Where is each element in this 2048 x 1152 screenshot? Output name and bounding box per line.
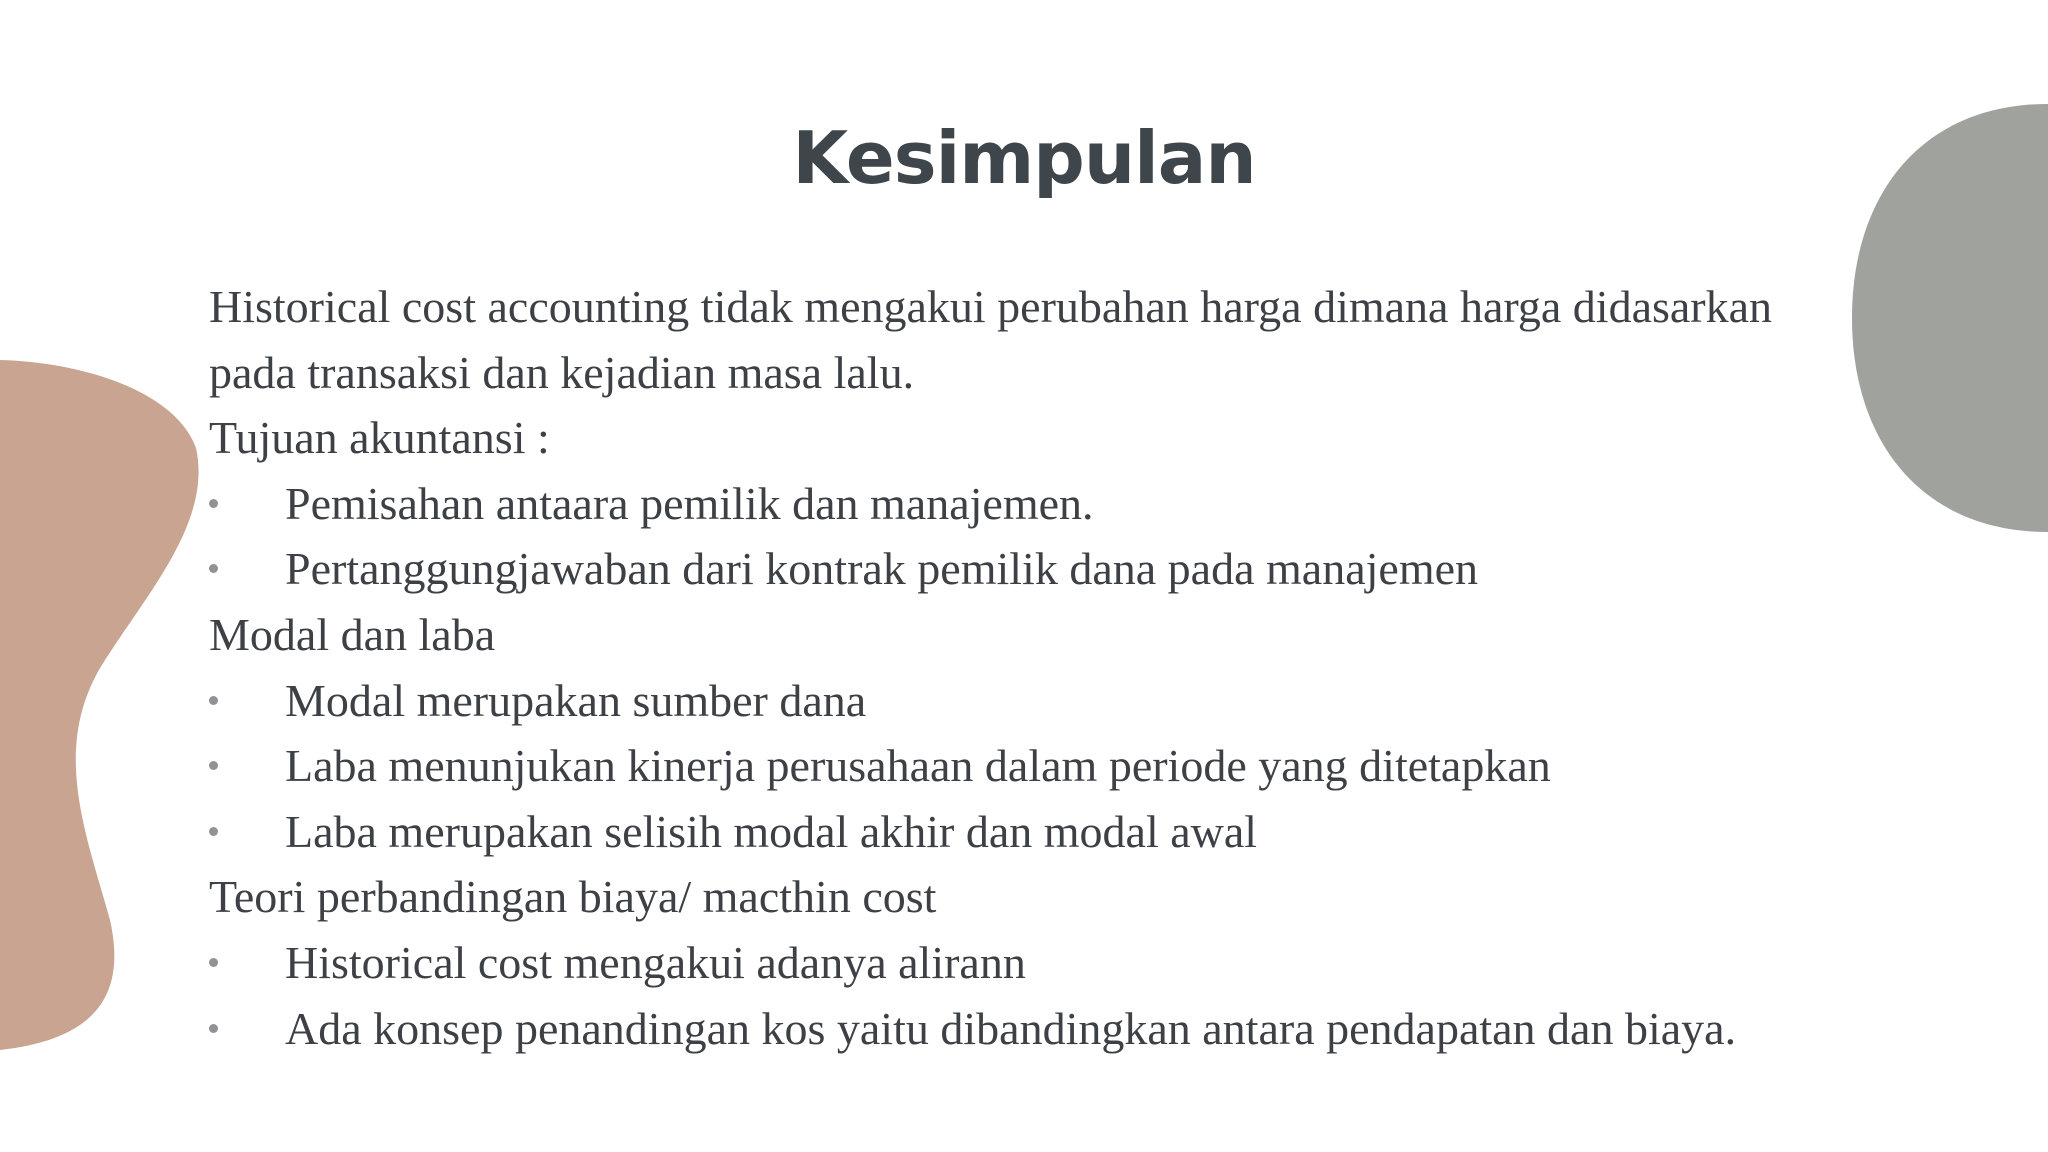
- bullet-list-teori-perbandingan-biaya: [209, 930, 1809, 1061]
- bullet-dot-icon: [209, 499, 218, 508]
- bullet-dot-icon: [209, 1024, 218, 1033]
- section-heading-teori-perbandingan-biaya: Teori perbandingan biaya/ macthin cost: [209, 871, 937, 923]
- list-item: [209, 668, 1809, 734]
- list-item-text: Pemisahan antaara pemilik dan manajemen.: [285, 477, 1094, 529]
- list-item: [209, 536, 1809, 602]
- bullet-dot-icon: [209, 564, 218, 573]
- list-item: [209, 471, 1809, 537]
- bullet-dot-icon: [209, 958, 218, 967]
- list-item: [209, 799, 1809, 865]
- list-item-text: Pertanggungjawaban dari kontrak pemilik dana pada manajemen: [285, 543, 1479, 595]
- bullet-list-modal-dan-laba: [209, 668, 1809, 865]
- decorative-blob-left-shape: [0, 360, 199, 1050]
- decorative-blob-left: [0, 360, 200, 1050]
- bullet-dot-icon: [209, 696, 218, 705]
- slide-body: [209, 274, 1809, 1061]
- list-item-text: Ada konsep penandingan kos yaitu dibandingkan antara pendapatan dan biaya.: [285, 1002, 1737, 1054]
- list-item-text: Historical cost mengakui adanya alirann: [285, 936, 1026, 988]
- list-item-text: Laba menunjukan kinerja perusahaan dalam periode yang ditetapkan: [285, 740, 1551, 792]
- bullet-dot-icon: [209, 827, 218, 836]
- list-item-text: Modal merupakan sumber dana: [285, 674, 867, 726]
- bullet-list-tujuan-akuntansi: [209, 471, 1809, 602]
- bullet-dot-icon: [209, 761, 218, 770]
- section-heading-tujuan-akuntansi: Tujuan akuntansi :: [209, 412, 550, 464]
- section-heading-modal-dan-laba: Modal dan laba: [209, 608, 496, 660]
- list-item-text: Laba merupakan selisih modal akhir dan modal awal: [285, 805, 1258, 857]
- list-item: [209, 733, 1809, 799]
- list-item: [209, 930, 1809, 996]
- list-item: [209, 996, 1809, 1062]
- intro-paragraph: Historical cost accounting tidak mengakui perubahan harga dimana harga didasarkan pada transaksi dan kejadian masa lalu.: [209, 281, 1773, 398]
- slide-title: Kesimpulan: [792, 116, 1256, 200]
